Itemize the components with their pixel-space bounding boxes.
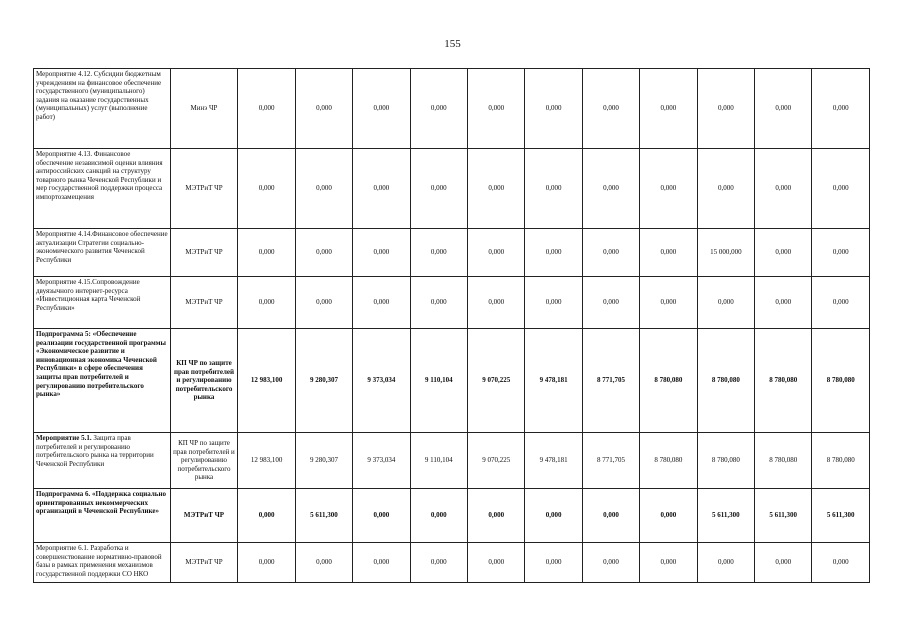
value-cell: 8 780,080 — [755, 329, 812, 433]
value-cell: 0,000 — [697, 543, 754, 583]
value-cell: 0,000 — [353, 69, 410, 149]
value-cell: 0,000 — [812, 69, 870, 149]
value-cell: 0,000 — [410, 489, 467, 543]
page-number: 155 — [444, 38, 461, 50]
value-cell: 0,000 — [582, 229, 639, 277]
value-cell: 0,000 — [755, 543, 812, 583]
value-cell: 0,000 — [410, 277, 467, 329]
value-cell: 0,000 — [812, 543, 870, 583]
value-cell: 0,000 — [582, 543, 639, 583]
value-cell: 9 373,034 — [353, 433, 410, 489]
value-cell: 0,000 — [295, 543, 352, 583]
value-cell: 9 373,034 — [353, 329, 410, 433]
value-cell: 0,000 — [640, 229, 697, 277]
value-cell: 0,000 — [410, 149, 467, 229]
value-cell: 0,000 — [582, 489, 639, 543]
value-cell: 8 780,080 — [640, 329, 697, 433]
value-cell: 0,000 — [353, 543, 410, 583]
row-executor: Минэ ЧР — [170, 69, 238, 149]
value-cell: 0,000 — [468, 229, 525, 277]
value-cell: 0,000 — [295, 229, 352, 277]
value-cell: 9 280,307 — [295, 329, 352, 433]
value-cell: 0,000 — [525, 489, 582, 543]
value-cell: 12 983,100 — [238, 329, 295, 433]
value-cell: 9 070,225 — [468, 329, 525, 433]
value-cell: 0,000 — [640, 149, 697, 229]
value-cell: 0,000 — [582, 69, 639, 149]
table-row — [34, 149, 870, 229]
value-cell: 5 611,300 — [697, 489, 754, 543]
value-cell: 0,000 — [525, 277, 582, 329]
value-cell: 0,000 — [353, 229, 410, 277]
table-row — [34, 277, 870, 329]
value-cell: 0,000 — [468, 69, 525, 149]
value-cell: 8 780,080 — [812, 329, 870, 433]
table-row — [34, 329, 870, 433]
table-row — [34, 543, 870, 583]
row-executor: МЭТРиТ ЧР — [170, 277, 238, 329]
value-cell: 0,000 — [525, 69, 582, 149]
value-cell: 0,000 — [640, 277, 697, 329]
value-cell: 0,000 — [525, 229, 582, 277]
value-cell: 9 280,307 — [295, 433, 352, 489]
value-cell: 0,000 — [295, 149, 352, 229]
value-cell: 8 771,705 — [582, 329, 639, 433]
row-title: Мероприятие 4.12. Субсидии бюджетным учреждениям на финансовое обеспечение государственного (муниципального) задания на оказание государственных (муниципальных) услуг (выполнение работ) — [34, 69, 171, 149]
value-cell: 0,000 — [640, 69, 697, 149]
value-cell: 15 000,000 — [697, 229, 754, 277]
value-cell: 0,000 — [295, 69, 352, 149]
value-cell: 0,000 — [755, 229, 812, 277]
row-title: Подпрограмма 5: «Обеспечение реализации государственной программы «Экономическое развитие и инновационная экономика Чеченской Республики» в сфере обеспечения защиты прав потребителей и регулированию потребительского рынка» — [34, 329, 171, 433]
value-cell: 12 983,100 — [238, 433, 295, 489]
row-executor: МЭТРиТ ЧР — [170, 489, 238, 543]
value-cell: 9 478,181 — [525, 433, 582, 489]
value-cell: 0,000 — [238, 543, 295, 583]
value-cell: 0,000 — [410, 229, 467, 277]
value-cell: 0,000 — [238, 229, 295, 277]
value-cell: 8 780,080 — [812, 433, 870, 489]
value-cell: 0,000 — [582, 149, 639, 229]
value-cell: 8 780,080 — [697, 329, 754, 433]
value-cell: 0,000 — [353, 149, 410, 229]
row-title: Мероприятие 4.15.Сопровождение двуязычного интернет-ресурса «Инвестиционная карта Чеченской Республики» — [34, 277, 171, 329]
value-cell: 0,000 — [353, 277, 410, 329]
value-cell: 0,000 — [582, 277, 639, 329]
row-title-prefix: Мероприятие 5.1. — [36, 434, 92, 442]
value-cell: 0,000 — [295, 277, 352, 329]
value-cell: 0,000 — [468, 149, 525, 229]
value-cell: 0,000 — [238, 277, 295, 329]
row-title: Мероприятие 4.13. Финансовое обеспечение независимой оценки влияния антироссийских санкций на структуру товарного рынка Чеченской Республики и мер государственной поддержки процесса импортозамещения — [34, 149, 171, 229]
table-row — [34, 489, 870, 543]
value-cell: 9 110,104 — [410, 433, 467, 489]
row-executor: КП ЧР по защите прав потребителей и регулированию потребительского рынка — [170, 433, 238, 489]
value-cell: 8 780,080 — [697, 433, 754, 489]
value-cell: 8 780,080 — [640, 433, 697, 489]
value-cell: 0,000 — [410, 543, 467, 583]
value-cell: 0,000 — [640, 489, 697, 543]
value-cell: 0,000 — [525, 149, 582, 229]
row-title: Подпрограмма 6. «Поддержка социально ориентированных некоммерческих организаций в Чеченской Республике» — [34, 489, 171, 543]
value-cell: 0,000 — [238, 489, 295, 543]
value-cell: 0,000 — [640, 543, 697, 583]
budget-table — [33, 68, 870, 583]
value-cell: 0,000 — [697, 149, 754, 229]
table-row — [34, 69, 870, 149]
value-cell: 0,000 — [812, 229, 870, 277]
value-cell: 0,000 — [468, 277, 525, 329]
row-title: Мероприятие 6.1. Разработка и совершенствование нормативно-правовой базы в рамках применения механизмов государственной поддержки СО НКО — [34, 543, 171, 583]
value-cell: 0,000 — [353, 489, 410, 543]
value-cell: 0,000 — [525, 543, 582, 583]
row-executor: КП ЧР по защите прав потребителей и регулированию потребительского рынка — [170, 329, 238, 433]
row-title: Мероприятие 5.1. Защита прав потребителей и регулированию потребительского рынка на территории Чеченской Республики — [34, 433, 171, 489]
table-row — [34, 433, 870, 489]
value-cell: 0,000 — [697, 69, 754, 149]
value-cell: 9 478,181 — [525, 329, 582, 433]
row-title: Мероприятие 4.14.Финансовое обеспечение актуализации Стратегии социально-экономического развития Чеченской Республики — [34, 229, 171, 277]
value-cell: 0,000 — [697, 277, 754, 329]
value-cell: 0,000 — [238, 69, 295, 149]
row-executor: МЭТРиТ ЧР — [170, 149, 238, 229]
value-cell: 5 611,300 — [812, 489, 870, 543]
value-cell: 0,000 — [755, 149, 812, 229]
value-cell: 8 780,080 — [755, 433, 812, 489]
value-cell: 0,000 — [468, 489, 525, 543]
value-cell: 9 070,225 — [468, 433, 525, 489]
value-cell: 0,000 — [755, 277, 812, 329]
value-cell: 8 771,705 — [582, 433, 639, 489]
value-cell: 9 110,104 — [410, 329, 467, 433]
table-row — [34, 229, 870, 277]
value-cell: 0,000 — [410, 69, 467, 149]
value-cell: 0,000 — [812, 277, 870, 329]
value-cell: 0,000 — [468, 543, 525, 583]
value-cell: 0,000 — [755, 69, 812, 149]
value-cell: 5 611,300 — [295, 489, 352, 543]
table-body — [34, 69, 870, 583]
row-executor: МЭТРиТ ЧР — [170, 229, 238, 277]
value-cell: 0,000 — [238, 149, 295, 229]
value-cell: 0,000 — [812, 149, 870, 229]
value-cell: 5 611,300 — [755, 489, 812, 543]
row-executor: МЭТРиТ ЧР — [170, 543, 238, 583]
